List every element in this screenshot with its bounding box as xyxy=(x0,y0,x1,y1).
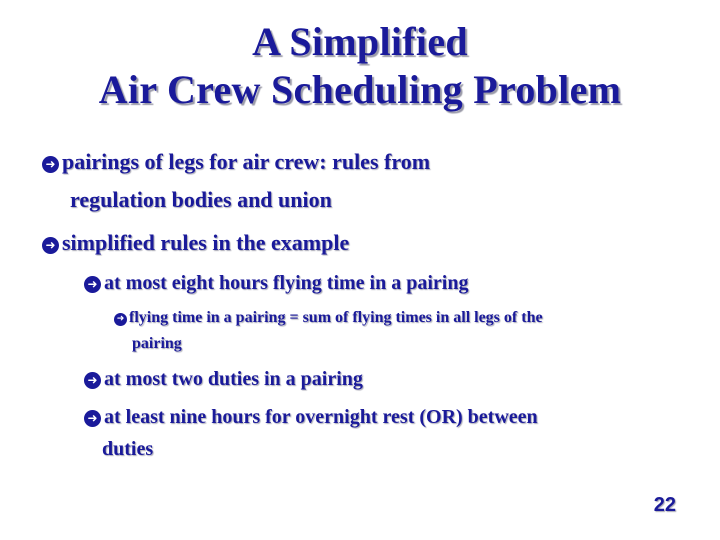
slide-title-line-1: A Simplified xyxy=(252,19,468,64)
sub-sub-bullet-text-line-1: flying time in a pairing = sum of flying times in all legs of the xyxy=(129,309,543,326)
sub-bullet-2 xyxy=(84,366,363,392)
bullet-2-text: simplified rules in the example xyxy=(62,230,350,255)
arrow-right-circle-icon: ➜ xyxy=(42,156,59,173)
sub-bullet-1 xyxy=(84,270,468,296)
sub-bullet-2-text: at most two duties in a pairing xyxy=(104,368,363,390)
sub-bullet-3 xyxy=(84,404,538,430)
arrow-right-circle-icon: ➜ xyxy=(42,237,59,254)
sub-bullet-3-text-line-1: at least nine hours for overnight rest (OR) between xyxy=(104,406,538,428)
bullet-1 xyxy=(42,148,430,176)
sub-bullet-3-continuation: duties xyxy=(102,438,154,460)
arrow-right-circle-icon: ➜ xyxy=(84,410,101,427)
sub-sub-bullet xyxy=(114,307,543,329)
page-number: 22 xyxy=(653,494,676,516)
bullet-1-text-line-1: pairings of legs for air crew: rules from xyxy=(62,149,431,174)
bullet-1-continuation: regulation bodies and union xyxy=(70,187,332,212)
sub-bullet-1-text: at most eight hours flying time in a pairing xyxy=(104,272,469,294)
arrow-right-circle-icon: ➜ xyxy=(84,276,101,293)
arrow-right-circle-icon: ➜ xyxy=(114,313,127,326)
sub-sub-bullet-continuation: pairing xyxy=(132,335,182,352)
arrow-right-circle-icon: ➜ xyxy=(84,372,101,389)
slide-title-line-2: Air Crew Scheduling Problem xyxy=(98,67,622,112)
bullet-2 xyxy=(42,229,349,257)
slide-title xyxy=(0,18,720,114)
